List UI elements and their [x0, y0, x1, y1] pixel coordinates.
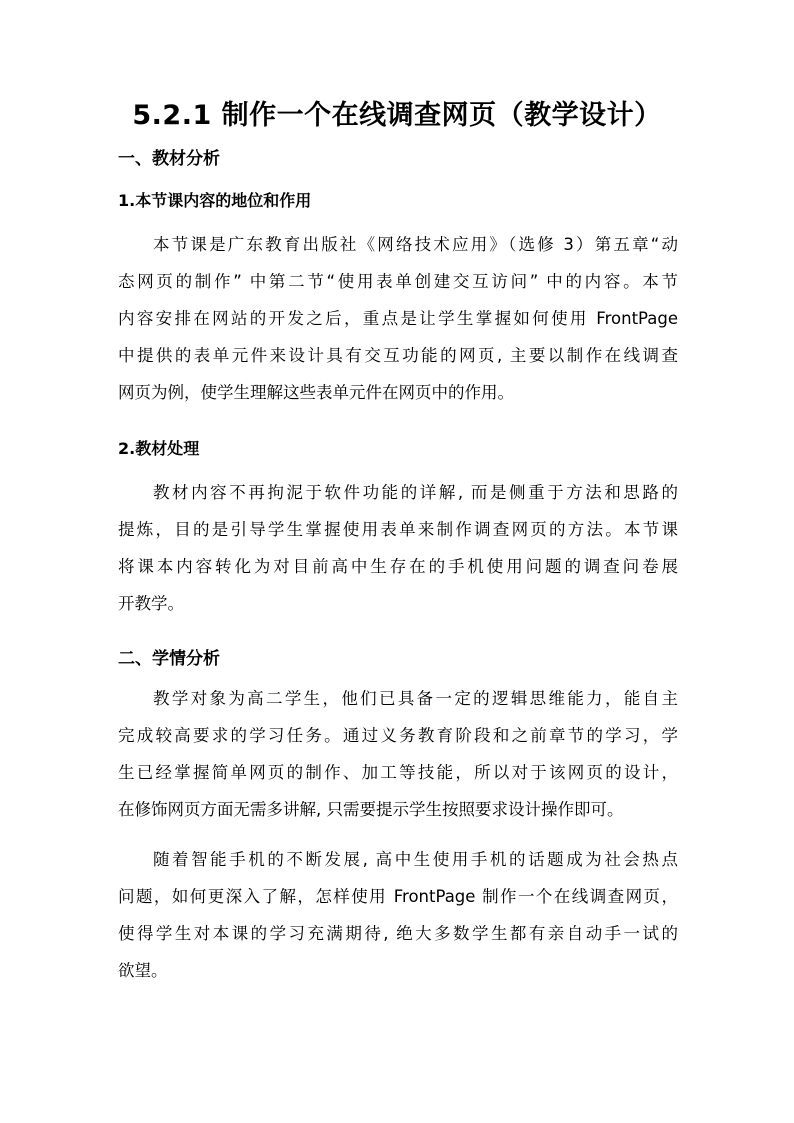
text-line: 使得学生对本课的学习充满期待, 绝大多数学生都有亲自动手一试的: [118, 924, 678, 943]
section-heading-learner-analysis: 二、学情分析: [118, 649, 220, 669]
text-line: 将课本内容转化为对目前高中生存在的手机使用问题的调查问卷展: [118, 557, 678, 576]
subsection-heading-position-role: 1.本节课内容的地位和作用: [118, 191, 312, 210]
text-line: 在修饰网页方面无需多讲解, 只需要提示学生按照要求设计操作即可。: [118, 800, 624, 819]
paragraph-material-handling: [118, 474, 678, 622]
paragraph-position-role: [118, 226, 678, 411]
text-line: 随着智能手机的不断发展, 高中生使用手机的话题成为社会热点: [153, 850, 678, 869]
text-line: 本节课是广东教育出版社《网络技术应用》（选修 3）第五章“动: [153, 235, 678, 254]
text-line: 提炼，目的是引导学生掌握使用表单来制作调查网页的方法。本节课: [118, 520, 678, 539]
text-line: 完成较高要求的学习任务。通过义务教育阶段和之前章节的学习，学: [118, 726, 678, 745]
text-line: 网页为例，使学生理解这些表单元件在网页中的作用。: [118, 383, 514, 402]
section-heading-textbook-analysis: 一、教材分析: [118, 149, 220, 169]
text-line: 开教学。: [118, 594, 184, 613]
text-line: 问题，如何更深入了解，怎样使用 FrontPage 制作一个在线调查网页，: [118, 887, 678, 906]
paragraph-learner-ability: [118, 680, 678, 828]
text-line: 教材内容不再拘泥于软件功能的详解, 而是侧重于方法和思路的: [153, 483, 678, 502]
text-line: 内容安排在网站的开发之后，重点是让学生掌握如何使用 FrontPage: [118, 309, 678, 328]
text-line: 欲望。: [118, 961, 168, 980]
text-line: 教学对象为高二学生，他们已具备一定的逻辑思维能力，能自主: [153, 689, 678, 708]
text-line: 生已经掌握简单网页的制作、加工等技能，所以对于该网页的设计，: [118, 763, 678, 782]
text-line: 态网页的制作” 中第二节“使用表单创建交互访问” 中的内容。本节: [118, 272, 678, 291]
text-line: 中提供的表单元件来设计具有交互功能的网页, 主要以制作在线调查: [118, 346, 678, 365]
paragraph-learner-motivation: [118, 841, 678, 989]
document-title: 5.2.1 制作一个在线调查网页（教学设计）: [132, 100, 662, 131]
subsection-heading-material-handling: 2.教材处理: [118, 439, 200, 458]
